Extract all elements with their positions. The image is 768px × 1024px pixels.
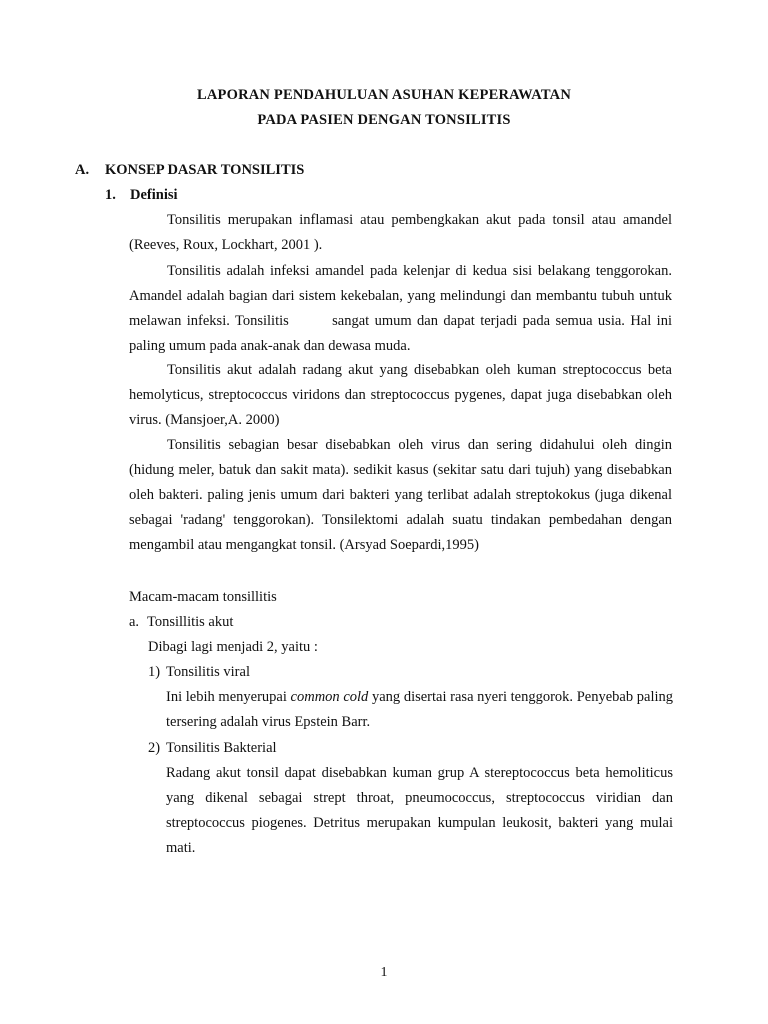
list-item-1-text-italic: common cold [290,689,369,705]
list-item-1-text-before: Ini lebih menyerupai [166,689,291,705]
list-a-intro: Dibagi lagi menjadi 2, yaitu : [148,639,318,655]
paragraph-definition-3: Tonsilitis akut adalah radang akut yang disebabkan oleh kuman streptococcus beta hemolyticus, streptococcus viridons dan streptococcus pygenes, dapat juga disebabkan oleh virus. (Mansjoer,A. 2000) [129,362,672,428]
list-item-1-title: Tonsilitis viral [166,664,250,680]
section-letter: A. [75,162,90,178]
macam-heading: Macam-macam tonsillitis [129,589,277,605]
page-number: 1 [380,965,388,980]
document-title-line-2: PADA PASIEN DENGAN TONSILITIS [257,112,511,128]
list-item-1-description [166,685,673,735]
paragraph-definition-2: Tonsilitis adalah infeksi amandel pada kelenjar di kedua sisi belakang tenggorokan. Amandel adalah bagian dari sistem kekebalan, yang melindungi dan membantu tubuh untuk melawan infeksi. Tonsilitis sangat umum dan dapat terjadi pada semua usia. Hal ini paling umum pada anak-anak dan dewasa muda. [129,263,676,354]
paragraph-definition-4: Tonsilitis sebagian besar disebabkan oleh virus dan sering didahului oleh dingin (hidung meler, batuk dan sakit mata). sedikit kasus (sekitar satu dari tujuh) yang disebabkan oleh bakteri. paling jenis umum dari bakteri yang terlibat adalah streptokokus (juga dikenal sebagai 'radang' tenggorokan). Tonsilektomi adalah suatu tindakan pembedahan dengan mengambil atau mengangkat tonsil. (Arsyad Soepardi,1995) [129,437,672,553]
list-item-1-number: 1) [148,664,161,680]
list-item-2-number: 2) [148,740,161,756]
paragraph-definition-1: Tonsilitis merupakan inflamasi atau pembengkakan akut pada tonsil atau amandel (Reeves, Roux, Lockhart, 2001 ). [129,212,672,253]
document-title-line-1: LAPORAN PENDAHULUAN ASUHAN KEPERAWATAN [196,87,571,103]
list-a-label: a. [129,614,140,630]
subsection-heading: Definisi [130,187,178,203]
list-item-1-text-after: yang disertai rasa nyeri tenggorok. Penyebab paling tersering adalah virus Epstein Barr. [166,689,673,730]
subsection-number: 1. [105,187,116,203]
list-a-text: Tonsillitis akut [147,614,234,630]
list-item-2-title: Tonsilitis Bakterial [166,740,277,756]
section-heading: KONSEP DASAR TONSILITIS [105,162,305,178]
list-item-2-description: Radang akut tonsil dapat disebabkan kuman grup A stereptococcus beta hemoliticus yang dikenal sebagai strept throat, pneumococcus, streptococcus viridian dan streptococcus piogenes. Detritus merupakan kumpulan leukosit, bakteri yang mulai mati. [166,765,673,856]
